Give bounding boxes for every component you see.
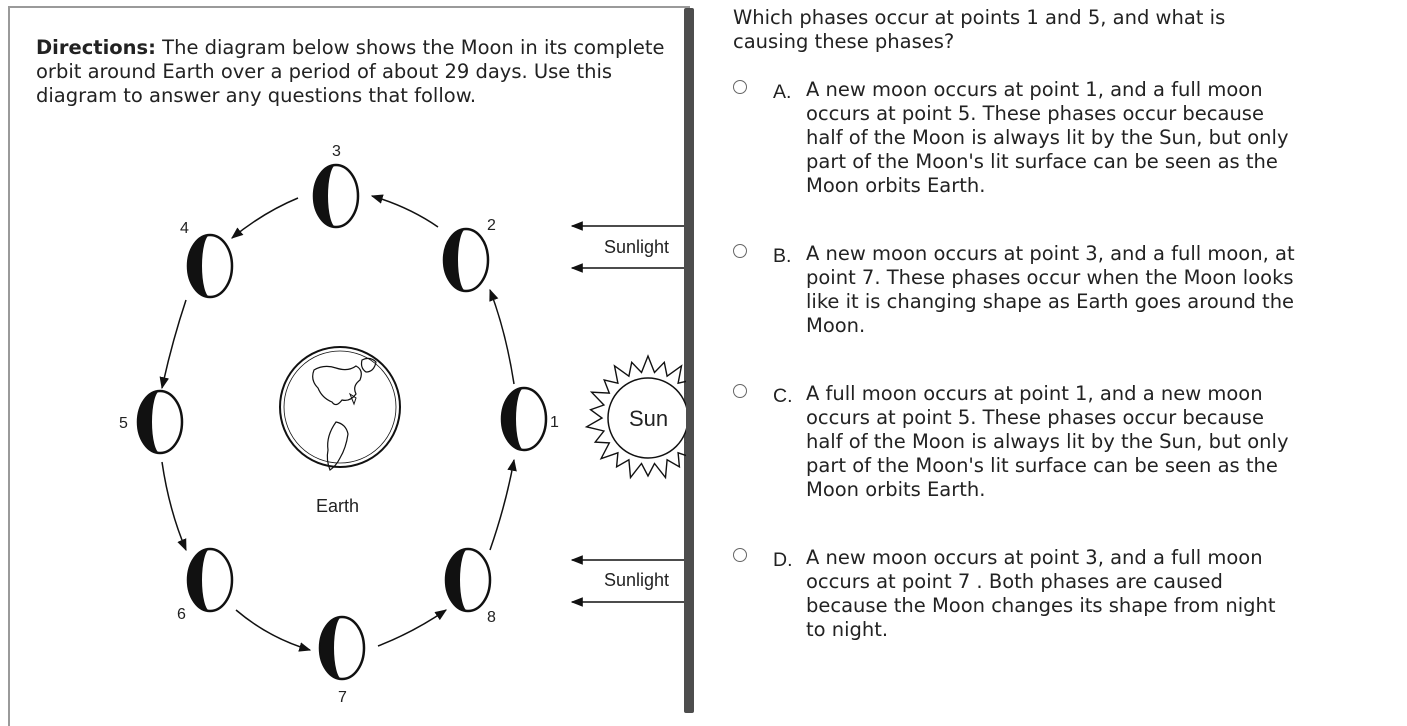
moon-4: [188, 235, 232, 297]
moon-3: [314, 165, 358, 227]
directions-label: Directions:: [36, 36, 156, 59]
moon-8: [446, 549, 490, 611]
moon-6: [188, 549, 232, 611]
earth: [280, 347, 400, 470]
question-prompt: Which phases occur at points 1 and 5, and what is causing these phases?: [733, 6, 1226, 53]
directions-text: The diagram below shows the Moon in its complete orbit around Earth over a period of about 29 days. Use this diagram to answer any questions that follow.: [36, 36, 665, 107]
position-label-7: 7: [338, 689, 347, 706]
moon-orbit-diagram: [104, 132, 686, 712]
moon-2: [444, 229, 488, 291]
directions: [36, 36, 676, 108]
sunlight-label-bottom: Sunlight: [604, 570, 670, 590]
moon-1: [502, 388, 546, 450]
choice-d-radio[interactable]: [733, 548, 747, 562]
choice-a-text[interactable]: A new moon occurs at point 1, and a full moon occurs at point 5. These phases occur because half of the Moon is always lit by the Sun, but only part of the Moon's lit surface can be seen as the Moon orbits Earth.: [806, 78, 1289, 197]
choice-c-text[interactable]: A full moon occurs at point 1, and a new moon occurs at point 5. These phases occur because half of the Moon is always lit by the Sun, but only part of the Moon's lit surface can be seen as the Moon orbits Earth.: [806, 382, 1289, 501]
choice-b-text[interactable]: A new moon occurs at point 3, and a full moon, at point 7. These phases occur when the Moon looks like it is changing shape as Earth goes around the Moon.: [806, 242, 1295, 337]
position-label-3: 3: [332, 143, 341, 160]
choice-c-letter: C.: [773, 385, 793, 407]
choice-b-letter: B.: [773, 245, 792, 267]
choice-a-letter: A.: [773, 81, 792, 103]
position-label-8: 8: [487, 609, 496, 626]
choice-c-radio[interactable]: [733, 384, 747, 398]
choice-a-radio[interactable]: [733, 80, 747, 94]
earth-label: Earth: [316, 496, 360, 516]
moon-7: [320, 617, 364, 679]
sunlight-label-top: Sunlight: [604, 237, 670, 257]
sun-label: Sun: [629, 406, 669, 431]
choice-d-letter: D.: [773, 549, 793, 571]
choice-d-text[interactable]: A new moon occurs at point 3, and a full moon occurs at point 7 . Both phases are caused because the Moon changes its shape from night to night.: [806, 546, 1276, 641]
choice-b-radio[interactable]: [733, 244, 747, 258]
position-label-6: 6: [177, 606, 186, 623]
moon-5: [138, 391, 182, 453]
position-label-2: 2: [487, 217, 496, 234]
position-label-4: 4: [180, 220, 189, 237]
position-label-1: 1: [550, 414, 559, 431]
position-label-5: 5: [119, 415, 128, 432]
